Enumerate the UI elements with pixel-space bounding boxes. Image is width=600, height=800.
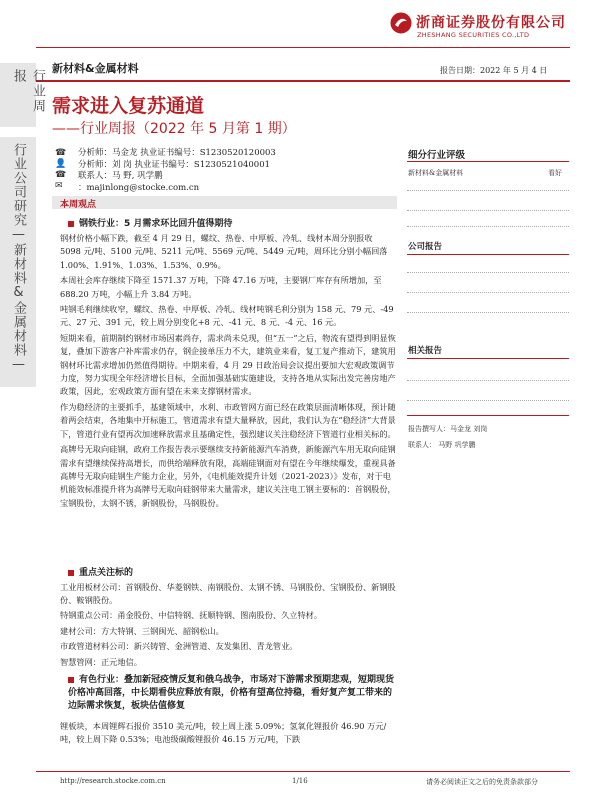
analyst-email: ：majinlong@stocke.com.cn [78,182,200,193]
targets-list [60,581,396,672]
targets-heading: 重点关注标的 [79,568,134,578]
rating-blank-rule [407,210,569,211]
overview-header-bar [52,196,397,209]
rating-blank-rule [407,190,569,191]
steel-para: 本周社会库存继续下降至 1571.37 万吨，下降 47.16 万吨，主要钢厂库存有所增加，至 688.20 万吨，小幅上升 3.84 万吨。 [60,275,382,299]
contact-icon: ☎ [55,170,67,180]
footer-url[interactable]: http://research.stocke.com.cn [60,777,166,785]
logo-icon [390,12,412,34]
page-number: 1/16 [292,777,308,785]
related-title: 相关报告 [408,346,443,356]
steel-para: 作为稳经济的主要抓手，基建领域中，水利、市政管网方面已经在政策层面清晰体现，预计随着两会结束，各地集中开标施工，管道需求有望大量释放，因此，我们认为在“稳经济”大背景下，管道行业有望再次加速释放需求且基确定性，强烈建议关注稳经济下管道行业相关标的。 [60,401,396,439]
header-top-rule [36,47,570,48]
page-subtitle: ——行业周报（2022 年 5 月第 1 期） [52,121,296,137]
company-name-cn: 浙商证券股份有限公司 [416,15,566,31]
rating-rule [407,161,569,162]
header-sector: 新材料&金属材料 [52,62,139,75]
company-report-title: 公司报告 [408,242,443,252]
overview-title: 本周观点 [60,200,97,210]
rating-title: 细分行业评级 [408,150,466,161]
rating-sector: 新材料&金属材料 [408,169,464,177]
page-title: 需求进入复苏通道 [52,95,205,117]
mail-icon: ✉ [55,181,63,191]
rating-value: 看好 [548,169,562,177]
company-name-en: ZHESHANG SECURITIES CO.,LTD [417,31,530,39]
analyst-list [78,148,276,194]
related-rule [407,358,569,359]
nonferrous-heading: 有色行业：叠加新冠疫情反复和俄乌战争，市场对下游需求预期悲观，短期现货价格冲高回落，中长期看供应释放有限，价格有望高位持稳，看好复产复工带来的边际需求恢复，板块估值修复 [68,675,395,711]
target-item: 工业用板材公司：首钢股份、华菱钢铁、南钢股份、太钢不锈、马钢股份、宝钢股份、新钢股份、鞍钢股份。 [60,582,396,605]
related-contact: 联系人： 马野 巩学鹏 [408,441,476,449]
footer-disclaimer: 请务必阅读正文之后的免责条款部分 [426,778,538,786]
analyst-line: 分析师：刘 岗 执业证书编号：S1230521040001 [78,159,271,170]
steel-para: 高牌号无取向硅钢，政府工作报告表示要继续支持新能源汽车消费，新能源汽车用无取向硅钢需求有望继续保持高增长，而供给端释放有限，高端硅钢面对有望在今年继续爆发，重视具备高牌号无取向硅钢生产能力企业，另外，《电机能效提升计划（2021-2023）》发布，对于电机能效标准提升将为高牌号无取向硅钢带来大量需求，建议关注电工钢主要标的：首钢股份，宝钢股份，太钢不锈，新钢股份，马钢股份。 [60,444,396,508]
side-tab-top [0,63,45,127]
steel-body [60,232,396,512]
steel-para: 短期来看，前期制约钢材市场因素尚存，需求尚未兑现，但“五一”之后，物流有望得到明显恢复，叠加下游客户补库需求仍存，钢企接单压力不大，建筑业来看，复工复产推动下，建筑用钢材环比需求增加仍然值得期待。中期来看，4 月 29 日政治局会议提出要加大宏观政策调节力度，努力实现全年经济增长目标，全面加强基础实施建设，支持各地从实际出发完善房地产政策，因此，宏观政策方面有望在未来支撑钢材需求。 [60,332,396,397]
report-date: 报告日期：2022 年 5 月 4 日 [440,66,548,75]
header-bottom-rule [36,80,570,82]
analyst-line: 分析师：马金龙 执业证书编号：S1230520120003 [78,148,276,158]
targets-heading-row [68,565,133,578]
related-blank-rule [407,400,569,401]
target-item: 市政管道材料公司：新兴铸管、金洲管道、友发集团、青龙管业。 [60,641,298,652]
company-report-blank-rule [407,292,569,293]
rating-blank-rule [407,226,569,227]
target-item: 特钢重点公司：甬金股份、中信特钢、抚顺特钢、图南股份、久立特材。 [60,610,323,621]
analyst-icons [55,148,69,192]
steel-para: 吨钢毛利继续收窄，螺纹、热卷、中厚板、冷轧、线材吨钢毛利分别为 158 元、79 元、-49 元、27 元、391 元，较上周分别变化+8 元、-41 元、8 元、-4 元、16 元。 [60,304,394,328]
side-tab-bottom [0,137,36,387]
bullet-icon [68,570,74,576]
related-blank-rule [407,380,569,381]
phone-icon: ☎ [55,148,67,158]
company-report-blank-rule [407,312,569,313]
steel-heading-row [68,216,232,229]
person-icon: 👤 [55,159,67,169]
nonferrous-heading-row [68,674,396,713]
analyst-line: 联系人：马 野, 巩学鹏 [78,171,163,182]
company-logo [390,12,412,34]
bullet-icon [68,221,74,227]
footer-rule [36,771,570,772]
company-report-blank-rule [407,272,569,273]
side-tab-top-label: 行业周报 [11,69,45,114]
steel-para: 钢材价格小幅下跌，截至 4 月 29 日，螺纹、热卷、中厚板、冷轧、线材本周分别报收 5098 元/吨、5100 元/吨、5211 元/吨、5569 元/吨、5449 元/吨，周环比分别小幅回落 1.00%、1.91%、1.03%、1.53%、0.9%。 [60,233,388,270]
related-bottom-rule [407,415,569,416]
bullet-icon [68,677,74,683]
nonferrous-para: 锂板块，本周锂辉石报价 3510 美元/吨，较上周上涨 5.09%；氢氧化锂报价 46.90 万元/吨，较上周下降 0.53%；电池级碳酸锂报价 46.15 万元/吨，下跌 [60,721,387,745]
steel-heading: 钢铁行业：5 月需求环比回升值得期待 [79,219,233,229]
company-report-rule [407,254,569,255]
target-item: 智慧管网：正元地信。 [60,656,142,667]
target-item: 建材公司：方大特钢、三钢闽光、韶钢松山。 [60,625,224,636]
related-writer: 报告撰写人：马金龙 刘岗 [408,425,488,433]
side-tab-bottom-label: 行业公司研究—新材料&金属材料— [11,143,26,373]
